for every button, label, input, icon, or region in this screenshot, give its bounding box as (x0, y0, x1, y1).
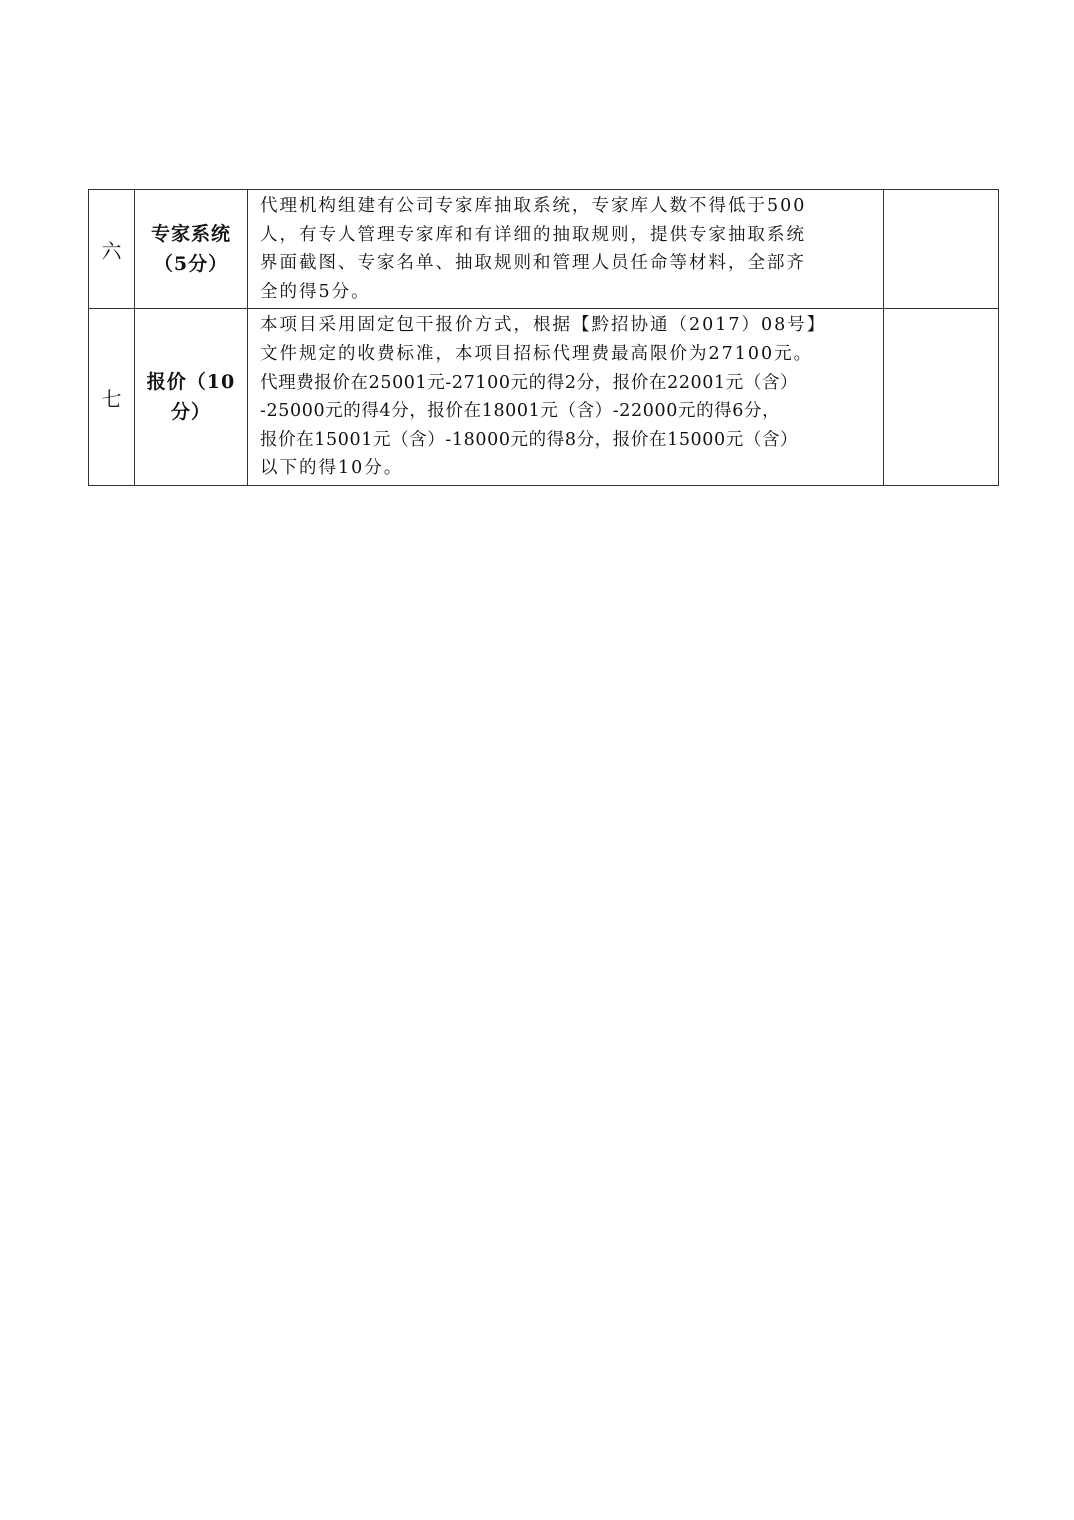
description-line: 文件规定的收费标准，本项目招标代理费最高限价为27100元。 (260, 343, 814, 364)
description-line: 界面截图、专家名单、抽取规则和管理人员任命等材料，全部齐 (260, 253, 806, 274)
description-line: 代理机构组建有公司专家库抽取系统，专家库人数不得低于500 (260, 196, 807, 216)
score-cell (884, 309, 999, 486)
score-cell (884, 190, 999, 309)
item-description (248, 309, 884, 486)
description-line: 代理费报价在25001元-27100元的得2分，报价在22001元（含） (260, 372, 799, 393)
item-title-line: （5分） (153, 253, 229, 276)
item-title-line: 专家系统 (150, 223, 231, 246)
item-title (135, 190, 248, 309)
item-title-line: 报价（10 (146, 371, 236, 394)
description-line: -25000元的得4分，报价在18001元（含）-22000元的得6分， (260, 401, 781, 422)
row-number: 七 (89, 309, 135, 486)
table-row (89, 309, 999, 486)
item-title-line: 分） (170, 401, 211, 424)
description-line: 以下的得10分。 (260, 458, 404, 479)
description-line: 本项目采用固定包干报价方式，根据【黔招协通（2017）08号】 (260, 315, 827, 336)
row-number: 六 (89, 190, 135, 309)
description-line: 人，有专人管理专家库和有详细的抽取规则，提供专家抽取系统 (260, 224, 806, 245)
description-line: 全的得5分。 (260, 281, 371, 302)
item-title (135, 309, 248, 486)
item-description (248, 190, 884, 309)
description-line: 报价在15001元（含）-18000元的得8分，报价在15000元（含） (260, 429, 799, 450)
table-row (89, 190, 999, 309)
scoring-table (88, 189, 999, 486)
